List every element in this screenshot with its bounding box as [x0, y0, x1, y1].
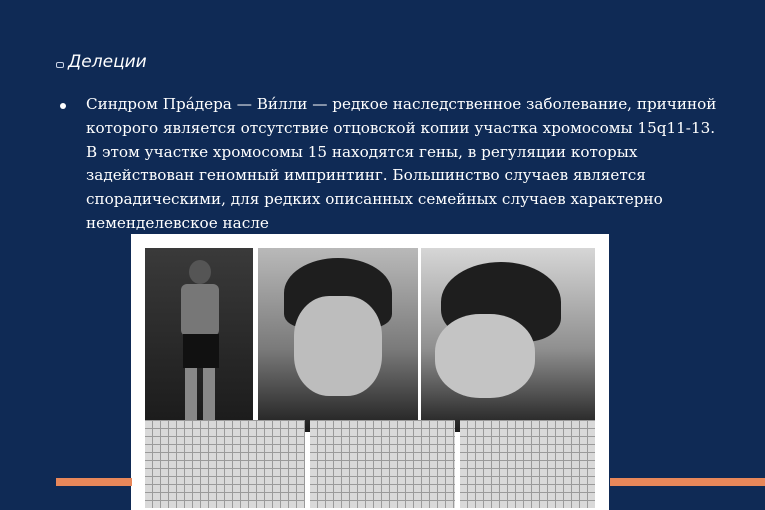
photo-full-body: [145, 248, 253, 432]
photo-hands-back: [145, 420, 305, 508]
list-bullet-icon: [60, 103, 66, 109]
photo-hands-palms: [310, 420, 455, 508]
title-bullet-icon: [56, 62, 64, 68]
photo-face-profile: [421, 248, 595, 432]
photo-collage: [131, 234, 609, 510]
accent-bar-left: [56, 478, 132, 486]
photo-face-front: [258, 248, 418, 432]
slide-title: Делеции: [68, 52, 147, 72]
photo-feet: [460, 420, 595, 508]
body-paragraph: Синдром Пра́дера — Ви́лли — редкое наследственное заболевание, причиной которого является отсутствие отцовской копии участка хромосомы 15q11-13. В этом участке хромосомы 15 находятся гены, в регуляции которых задействован геномный импринтинг. Большинство случаев является спорадическими, для редких описанных семейных случаев характерно неменделевское насле: [86, 95, 717, 232]
accent-bar-right: [610, 478, 765, 486]
